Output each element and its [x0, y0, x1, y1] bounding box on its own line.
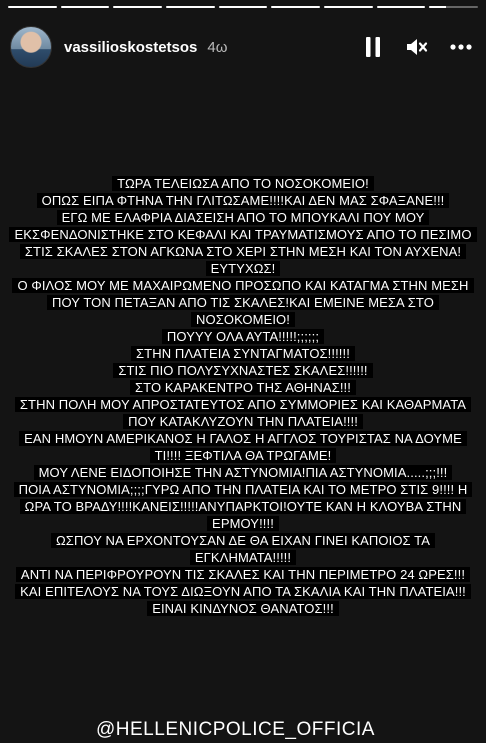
story-text-line [0, 260, 486, 277]
progress-segment [429, 6, 478, 8]
story-text-line-content: ΜΟΥ ΛΕΝΕ ΕΙΔΟΠΟΙΗΣΕ ΤΗΝ ΑΣΤΥΝΟΜΙΑ!ΠΙΑ ΑΣΤΥΝΟΜΙΑ.....;;;!!! [34, 465, 453, 480]
progress-segment [61, 6, 110, 8]
post-time: 4ω [207, 38, 228, 56]
story-text-line-content: ΤΩΡΑ ΤΕΛΕΙΩΣΑ ΑΠΟ ΤΟ ΝΟΣΟΚΟΜΕΙΟ! [112, 176, 374, 191]
story-text-line [0, 362, 486, 379]
story-text-line [0, 277, 486, 294]
progress-segment [8, 6, 57, 8]
story-text-line-content: ΚΑΙ ΕΠΙΤΕΛΟΥΣ ΝΑ ΤΟΥΣ ΔΙΩΞΟΥΝ ΑΠΟ ΤΑ ΣΚΑΛΙΑ ΚΑΙ ΤΗΝ ΠΛΑΤΕΙΑ!!! [15, 584, 471, 599]
story-text-line [0, 566, 486, 583]
story-text-line [0, 396, 486, 413]
story-text-line [0, 600, 486, 617]
story-text-line-content: ΣΤΙΣ ΣΚΑΛΕΣ ΣΤΟΝ ΑΓΚΩΝΑ ΣΤΟ ΧΕΡΙ ΣΤΗΝ ΜΕΣΗ ΚΑΙ ΤΟΝ ΑΥΧΕΝΑ! [20, 244, 466, 259]
pause-icon[interactable] [362, 36, 384, 58]
story-text-line-content: ΠΟΥ ΤΟΝ ΠΕΤΑΞΑΝ ΑΠΟ ΤΙΣ ΣΚΑΛΕΣ!ΚΑΙ ΕΜΕΙΝΕ ΜΕΣΑ ΣΤΟ [47, 295, 439, 310]
progress-segment [377, 6, 426, 8]
story-text-line-content: ΕΓΚΛΗΜΑΤΑ!!!!! [190, 550, 296, 565]
story-text-line [0, 379, 486, 396]
story-text-line [0, 464, 486, 481]
story-text-line [0, 583, 486, 600]
story-text-line [0, 345, 486, 362]
story-text-line-content: ΣΤΗΝ ΠΟΛΗ ΜΟΥ ΑΠΡΟΣΤΑΤΕΥΤΟΣ ΑΠΟ ΣΥΜΜΟΡΙΕΣ ΚΑΙ ΚΑΘΑΡΜΑΤΑ [15, 397, 471, 412]
story-text-line-content: ΕΑΝ ΗΜΟΥΝ ΑΜΕΡΙΚΑΝΟΣ Η ΓΑΛΟΣ Η ΑΓΓΛΟΣ ΤΟΥΡΙΣΤΑΣ ΝΑ ΔΟΥΜΕ [19, 431, 467, 446]
profile-avatar[interactable] [10, 26, 52, 68]
story-text-line [0, 243, 486, 260]
story-text-line [0, 413, 486, 430]
story-text-line-content: ΣΤΙΣ ΠΙΟ ΠΟΛΥΣΥΧΝΑΣΤΕΣ ΣΚΑΛΕΣ!!!!!! [113, 363, 372, 378]
story-text-line [0, 311, 486, 328]
progress-segment [271, 6, 320, 8]
story-text-block [0, 175, 486, 617]
story-text-line-content: ΩΣΠΟΥ ΝΑ ΕΡΧΟΝΤΟΥΣΑΝ ΔΕ ΘΑ ΕΙΧΑΝ ΓΙΝΕΙ ΚΑΠΟΙΟΣ ΤΑ [51, 533, 435, 548]
story-text-line [0, 209, 486, 226]
story-text-line-content: ΕΥΤΥΧΩΣ! [206, 261, 281, 276]
speaker-muted-icon[interactable] [406, 36, 428, 58]
story-controls [362, 36, 476, 58]
story-text-line [0, 498, 486, 515]
story-text-line-content: ΕΙΝΑΙ ΚΙΝΔΥΝΟΣ ΘΑΝΑΤΟΣ!!! [147, 601, 339, 616]
progress-segment [166, 6, 215, 8]
story-progress-bar [8, 6, 478, 8]
story-text-line-content: ΕΓΩ ΜΕ ΕΛΑΦΡΙΑ ΔΙΑΣΕΙΣΗ ΑΠΟ ΤΟ ΜΠΟΥΚΑΛΙ ΠΟΥ ΜΟΥ [57, 210, 430, 225]
story-text-line-content: ΠΟΥ ΚΑΤΑΚΛΥΖΟΥΝ ΤΗΝ ΠΛΑΤΕΙΑ!!!! [123, 414, 363, 429]
progress-segment [219, 6, 268, 8]
story-text-line [0, 328, 486, 345]
story-text-line [0, 515, 486, 532]
story-text-line-content: Ο ΦΙΛΟΣ ΜΟΥ ΜΕ ΜΑΧΑΙΡΩΜΕΝΟ ΠΡΟΣΩΠΟ ΚΑΙ ΚΑΤΑΓΜΑ ΣΤΗΝ ΜΕΣΗ [12, 278, 473, 293]
story-text-line-content: ΠΟΙΑ ΑΣΤΥΝΟΜΙΑ;;;;ΓΥΡΩ ΑΠΟ ΤΗΝ ΠΛΑΤΕΙΑ ΚΑΙ ΤΟ ΜΕΤΡΟ ΣΤΙΣ 9!!!! Η [14, 482, 473, 497]
story-text-line-content: ΑΝΤΙ ΝΑ ΠΕΡΙΦΡΟΥΡΟΥΝ ΤΙΣ ΣΚΑΛΕΣ ΚΑΙ ΤΗΝ ΠΕΡΙΜΕΤΡΟ 24 ΩΡΕΣ!!! [16, 567, 470, 582]
username-link[interactable]: vassilioskostetsos [64, 38, 198, 56]
progress-segment [324, 6, 373, 8]
story-text-line [0, 481, 486, 498]
story-text-line-content: ΠΟΥΥΥ ΟΛΑ ΑΥΤΑ!!!!!;;;;;; [162, 329, 324, 344]
progress-segment [113, 6, 162, 8]
story-text-line-content: ΩΡΑ ΤΟ ΒΡΑΔΥ!!!!ΚΑΝΕΙΣ!!!!!ΑΝΥΠΑΡΚΤΟΙ!ΟΥΤΕ ΚΑΝ Η ΚΛΟΥΒΑ ΣΤΗΝ [20, 499, 467, 514]
story-text-line-content: ΕΡΜΟΥ!!!! [207, 516, 279, 531]
story-text-line-content: ΕΚΣΦΕΝΔΟΝΙΣΤΗΚΕ ΣΤΟ ΚΕΦΑΛΙ ΚΑΙ ΤΡΑΥΜΑΤΙΣΜΟΥΣ ΑΠΟ ΤΟ ΠΕΣΙΜΟ [9, 227, 476, 242]
story-text-line [0, 294, 486, 311]
story-text-line-content: ΣΤΗΝ ΠΛΑΤΕΙΑ ΣΥΝΤΑΓΜΑΤΟΣ!!!!!! [131, 346, 355, 361]
story-text-line [0, 175, 486, 192]
story-text-line [0, 532, 486, 549]
story-text-line [0, 192, 486, 209]
story-text-line-content: ΟΠΩΣ ΕΙΠΑ ΦΤΗΝΑ ΤΗΝ ΓΛΙΤΩΣΑΜΕ!!!!ΚΑΙ ΔΕΝ ΜΑΣ ΣΦΑΞΑΝΕ!!! [37, 193, 450, 208]
story-text-line [0, 430, 486, 447]
story-text-line-content: ΣΤΟ ΚΑΡΑΚΕΝΤΡΟ ΤΗΣ ΑΘΗΝΑΣ!!! [130, 380, 356, 395]
more-horizontal-icon[interactable] [450, 36, 472, 58]
mention-sticker[interactable]: @HELLENICPOLICE_OFFICIA [96, 719, 375, 740]
story-text-line [0, 549, 486, 566]
story-header [10, 26, 476, 68]
story-text-line-content: ΤΙ!!!! ΞΕΦΤΙΛΑ ΘΑ ΤΡΩΓΑΜΕ! [150, 448, 337, 463]
story-text-line [0, 226, 486, 243]
story-text-line-content: ΝΟΣΟΚΟΜΕΙΟ! [191, 312, 295, 327]
story-text-line [0, 447, 486, 464]
